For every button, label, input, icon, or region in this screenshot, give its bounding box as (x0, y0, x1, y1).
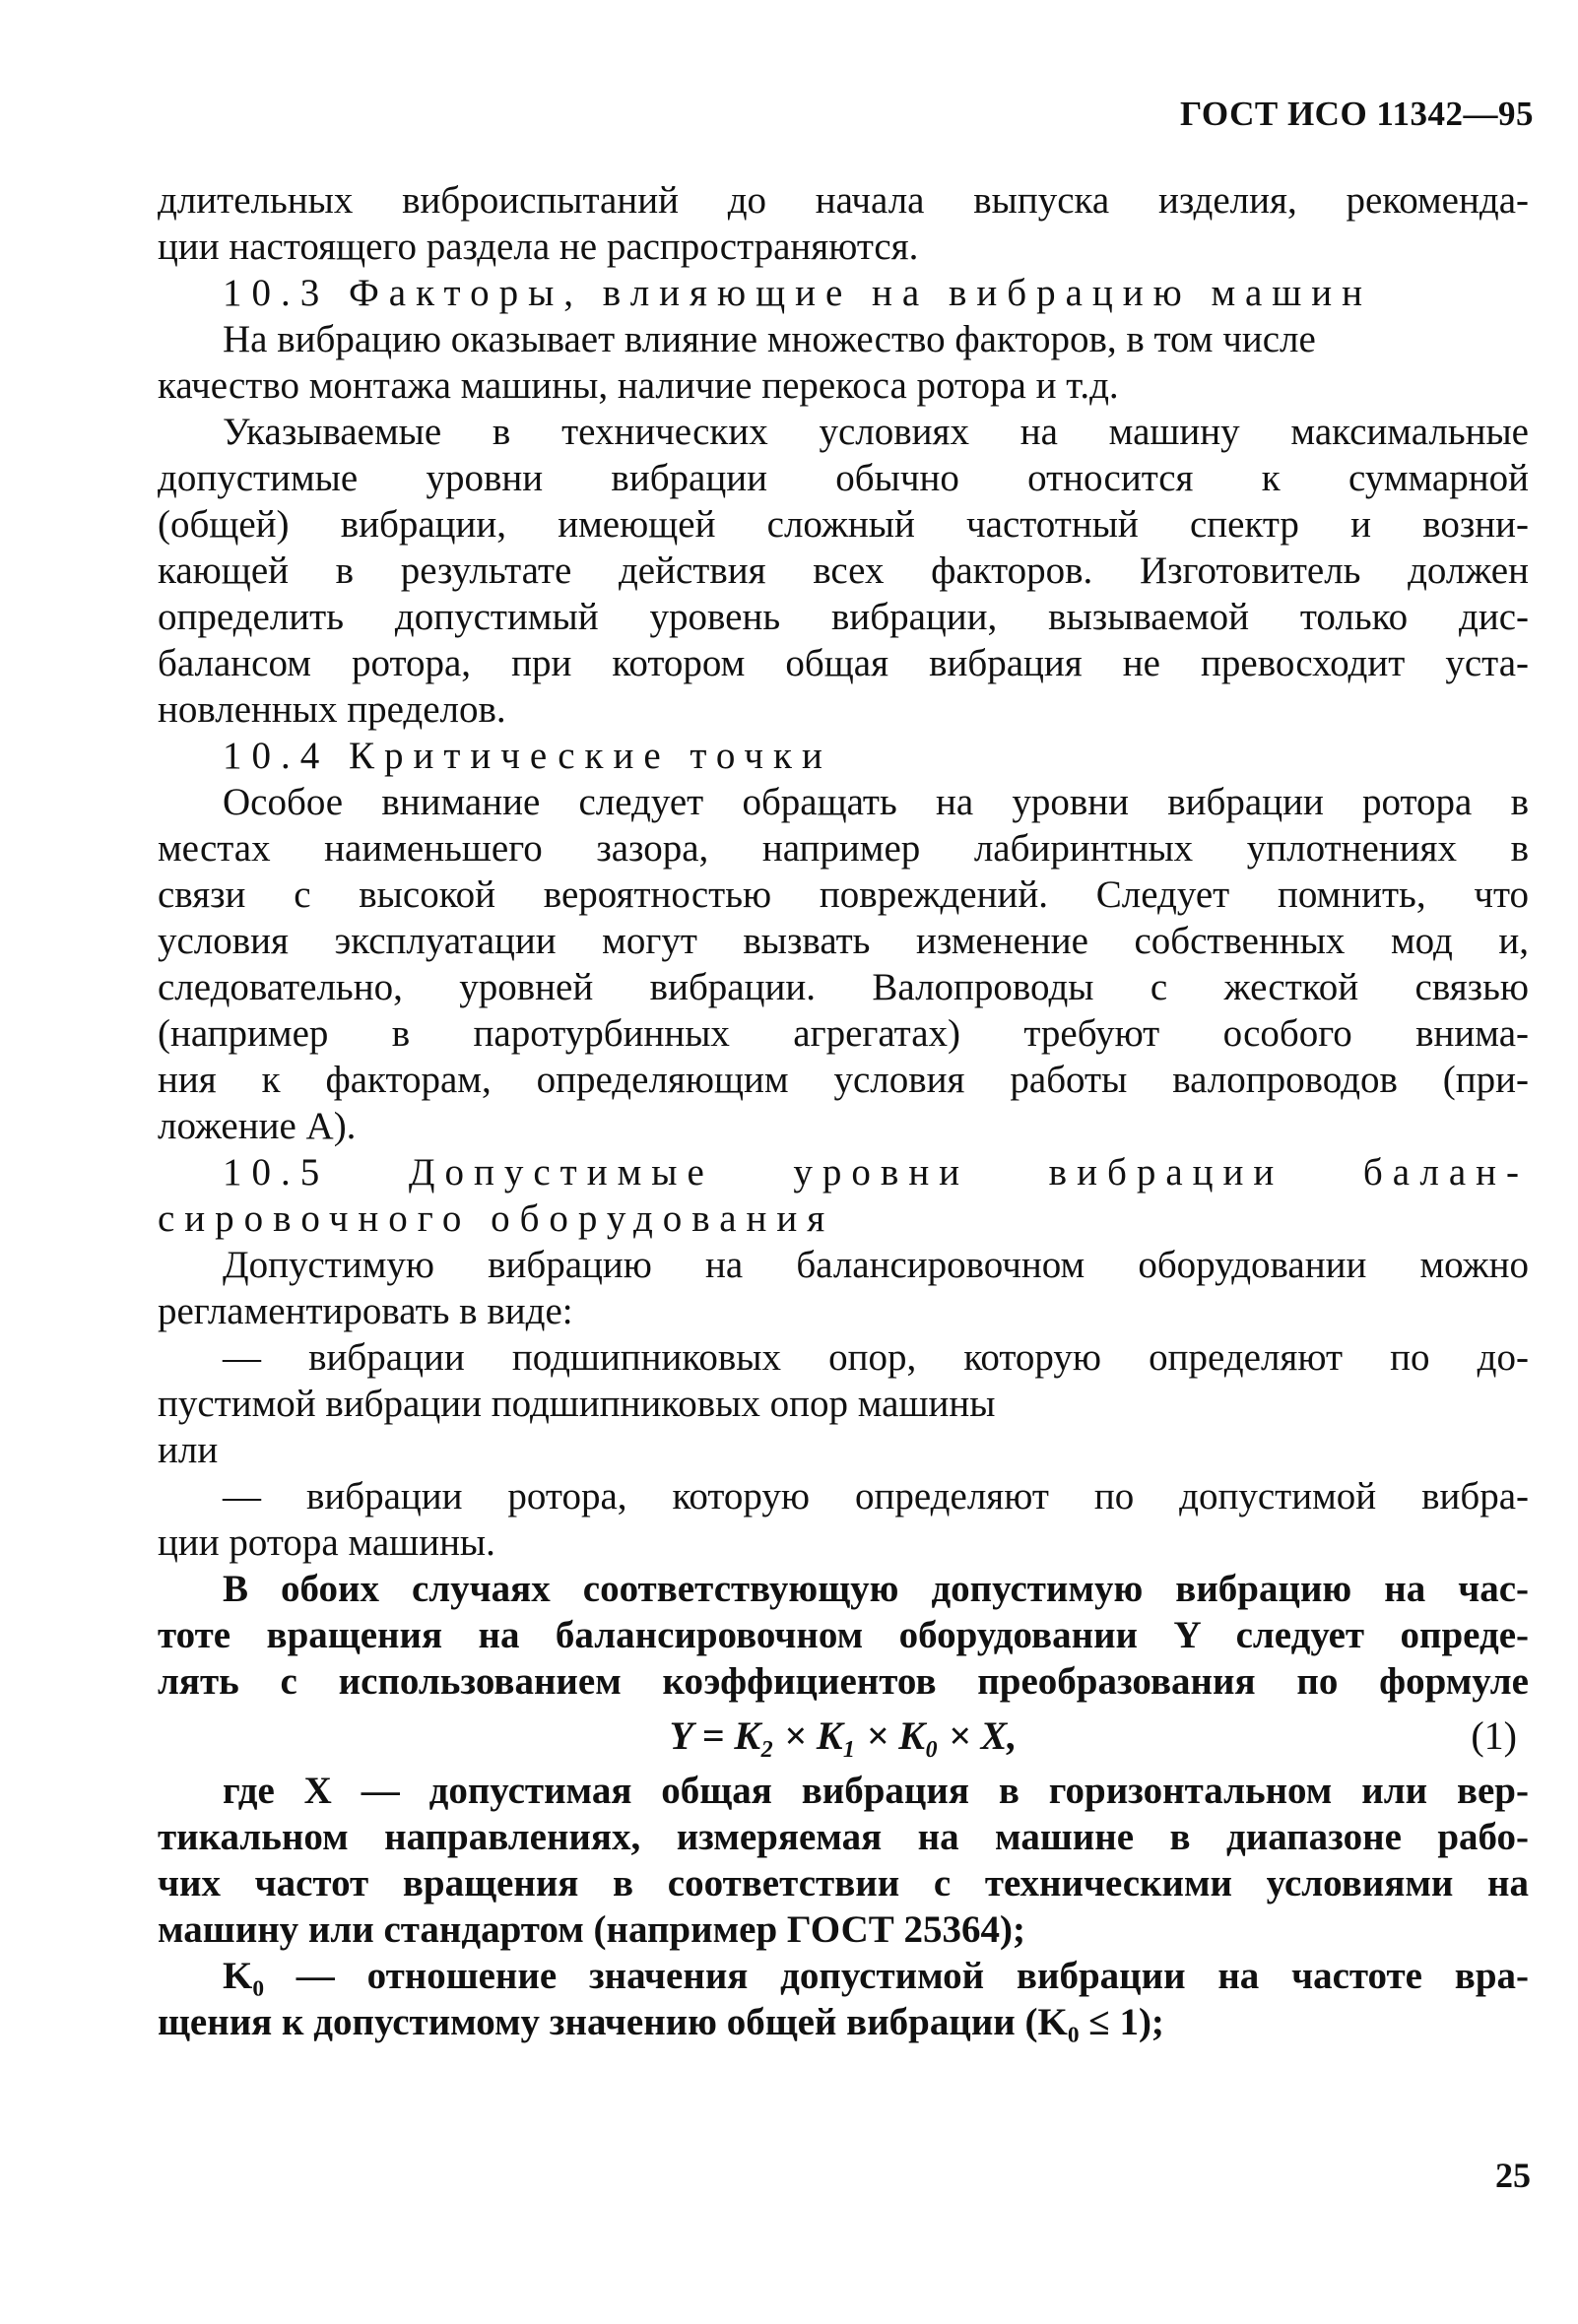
text-line: лять с использованием коэффициентов преобразования по формуле (158, 1660, 1529, 1703)
text-line: ложение А). (158, 1105, 357, 1147)
text-line: длительных виброиспытаний до начала выпуска изделия, рекоменда- (158, 179, 1529, 222)
page-number: 25 (1495, 2156, 1531, 2195)
text-line: (общей) вибрации, имеющей сложный частотный спектр и возни- (158, 503, 1529, 546)
formula: Y = K₂ × K₁ × K₀ × X, (669, 1713, 1018, 1758)
text-line: чих частот вращения в соответствии с техническими условиями на (158, 1862, 1529, 1904)
text-line: тикальном направлениях, измеряемая на машине в диапазоне рабо- (158, 1816, 1529, 1858)
document-body (158, 177, 1529, 2045)
section-heading-10-3: 10.3 Факторы, влияющие на вибрацию машин (223, 272, 1373, 314)
text-line: Указываемые в технических условиях на машину максимальные (223, 411, 1529, 453)
text-line: K₀ — отношение значения допустимой вибрации на частоте вра- (223, 1955, 1529, 1997)
text-line: ния к факторам, определяющим условия работы валопроводов (при- (158, 1059, 1529, 1101)
text-line: На вибрацию оказывает влияние множество факторов, в том числе (223, 318, 1316, 360)
text-line: новленных пределов. (158, 688, 506, 731)
text-line: условия эксплуатации могут вызвать изменение собственных мод и, (158, 920, 1529, 962)
text-line: следовательно, уровней вибрации. Валопроводы с жесткой связью (158, 966, 1529, 1008)
text-line: регламентировать в виде: (158, 1290, 573, 1332)
section-heading-10-5-cont: сировочного оборудования (158, 1197, 835, 1240)
text-line: качество монтажа машины, наличие перекоса ротора и т.д. (158, 364, 1119, 407)
text-line: допустимые уровни вибрации обычно относится к суммарной (158, 457, 1529, 499)
section-heading-10-5: 10.5 Допустимые уровни вибрации балан- (223, 1151, 1529, 1194)
text-line: где X — допустимая общая вибрация в горизонтальном или вер- (223, 1770, 1529, 1812)
list-item: — вибрации ротора, которую определяют по допустимой вибра- (223, 1475, 1529, 1517)
document-header: ГОСТ ИСО 11342—95 (1180, 95, 1534, 133)
text-line: машину или стандартом (например ГОСТ 25364); (158, 1908, 1025, 1951)
text-line: или (158, 1429, 219, 1471)
section-heading-10-4: 10.4 Критические точки (223, 735, 832, 777)
text-line: ции ротора машины. (158, 1521, 495, 1564)
text-line: ции настоящего раздела не распространяются. (158, 226, 919, 268)
formula-row (158, 1705, 1529, 1768)
text-line: местах наименьшего зазора, например лабиринтных уплотнениях в (158, 827, 1529, 870)
text-line: В обоих случаях соответствующую допустимую вибрацию на час- (223, 1568, 1529, 1610)
text-line: определить допустимый уровень вибрации, вызываемой только дис- (158, 596, 1529, 638)
text-line: балансом ротора, при котором общая вибрация не превосходит уста- (158, 642, 1529, 684)
text-line: щения к допустимому значению общей вибрации (K₀ ≤ 1); (158, 2001, 1164, 2043)
text-line: (например в паротурбинных агрегатах) требуют особого внима- (158, 1012, 1529, 1055)
text-line: Особое внимание следует обращать на уровни вибрации ротора в (223, 781, 1529, 823)
text-line: тоте вращения на балансировочном оборудовании Y следует опреде- (158, 1614, 1529, 1656)
text-line: Допустимую вибрацию на балансировочном оборудовании можно (223, 1244, 1529, 1286)
text-line: связи с высокой вероятностью повреждений. Следует помнить, что (158, 873, 1529, 916)
equation-number: (1) (1471, 1713, 1517, 1758)
list-item: — вибрации подшипниковых опор, которую определяют по до- (223, 1336, 1529, 1379)
text-line: кающей в результате действия всех факторов. Изготовитель должен (158, 549, 1529, 592)
text-line: пустимой вибрации подшипниковых опор машины (158, 1383, 996, 1425)
